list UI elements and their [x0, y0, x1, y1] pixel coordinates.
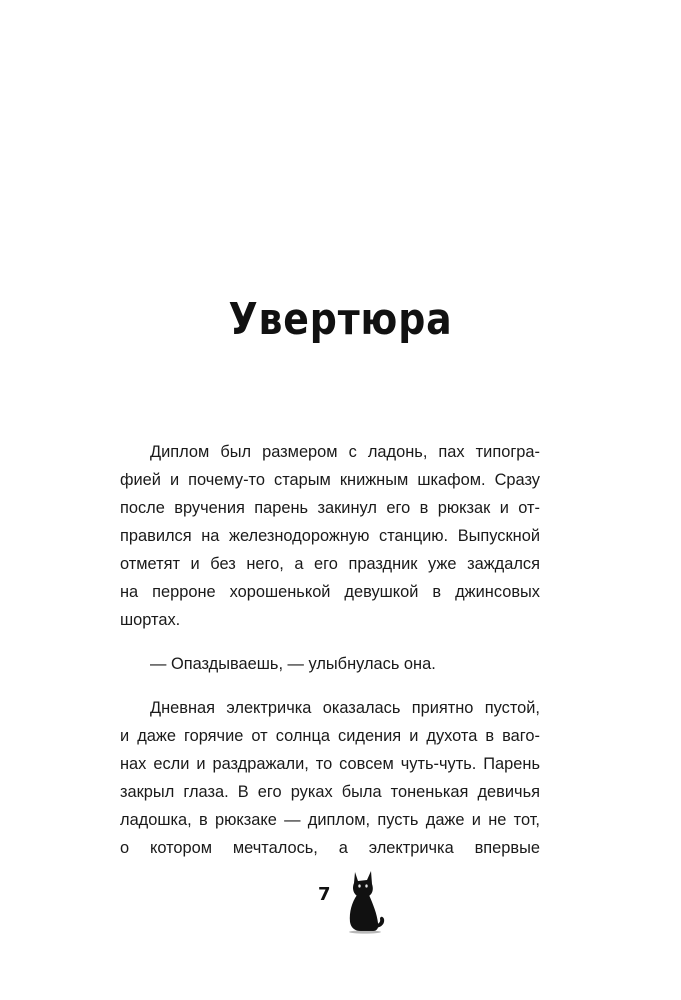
text-line: шортах.: [120, 611, 181, 629]
text-line: ладошка, в рюкзаке — диплом, пусть даже и не тот,: [120, 811, 540, 829]
text-line: Дневная электричка оказалась приятно пустой,: [150, 699, 540, 717]
text-line: правился на железнодорожную станцию. Выпускной: [120, 527, 540, 545]
chapter-title: Увертюра: [228, 294, 453, 345]
text-line: нах если и раздражали, то совсем чуть-чуть. Парень: [120, 755, 540, 773]
text-line: отметят и без него, а его праздник уже заждался: [120, 555, 540, 573]
text-line: о котором мечталось, а электричка впервые: [120, 839, 540, 857]
text-line: на перроне хорошенькой девушкой в джинсовых: [120, 583, 540, 601]
paragraph-3: [120, 694, 540, 862]
text-line: фией и почему-то старым книжным шкафом. Сразу: [120, 471, 540, 489]
page-number: 7: [318, 884, 331, 905]
text-line: и даже горячие от солнца сидения и духота в ваго-: [120, 727, 540, 745]
body-text: [120, 438, 540, 862]
text-line: Диплом был размером с ладонь, пах типогра-: [150, 443, 540, 461]
black-cat-icon: [343, 868, 387, 934]
text-line: закрыл глаза. В его руках была тоненькая девичья: [120, 783, 540, 801]
paragraph-2: [120, 650, 540, 678]
text-line: после вручения парень закинул его в рюкзак и от-: [120, 499, 540, 517]
text-line: — Опаздываешь, — улыбнулась она.: [150, 655, 436, 673]
paragraph-1: [120, 438, 540, 634]
